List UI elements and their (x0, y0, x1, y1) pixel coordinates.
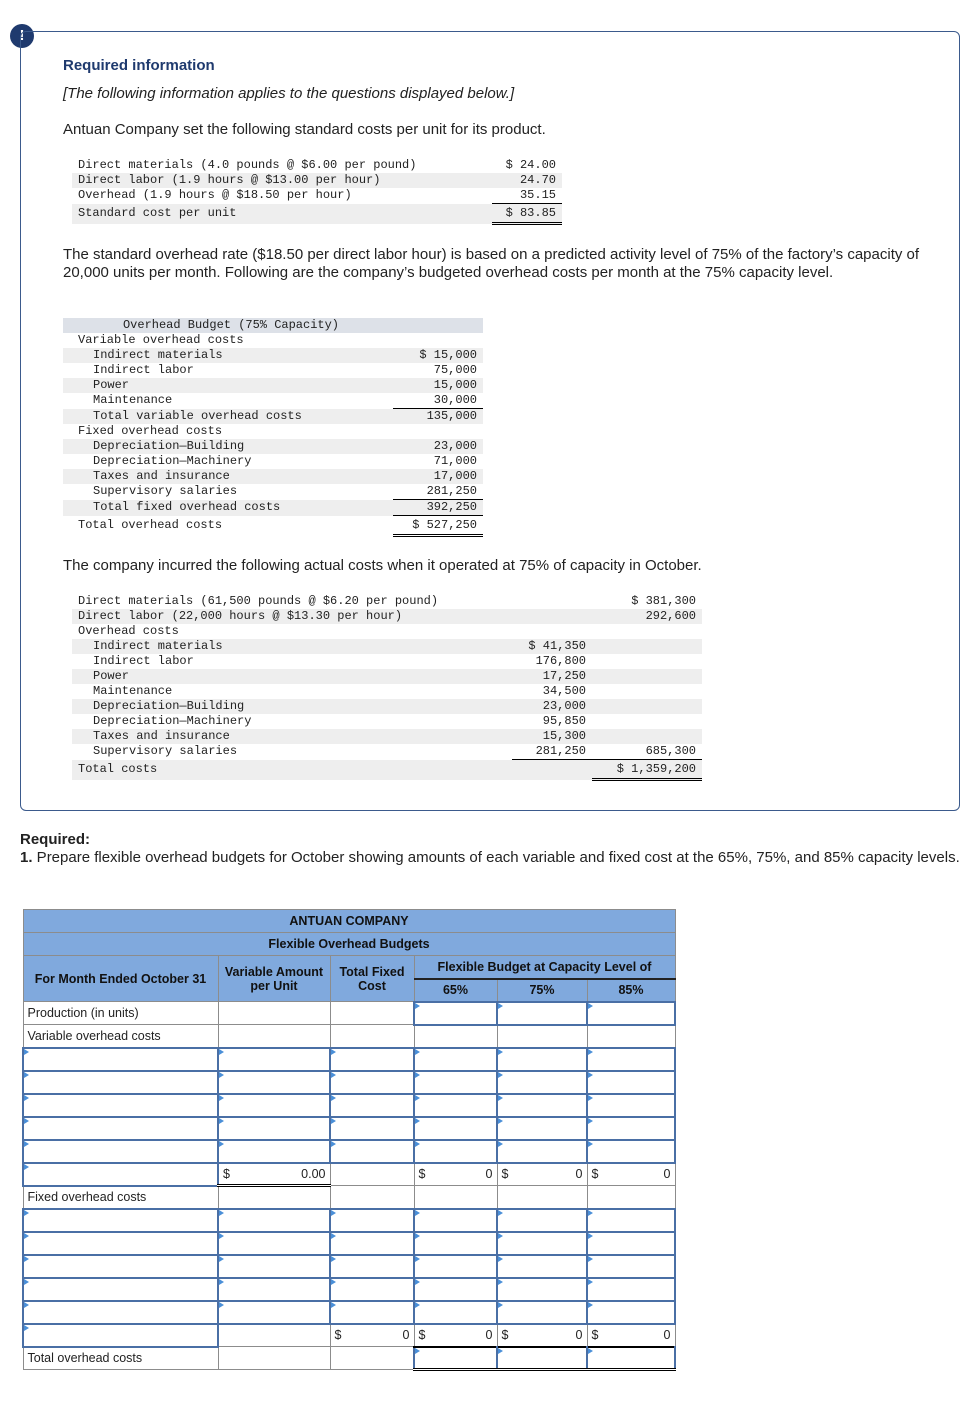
fixed-65-input[interactable] (414, 1232, 497, 1255)
fixed-rate-input[interactable] (218, 1255, 330, 1278)
variable-per-unit-header: Variable Amount per Unit (218, 956, 330, 1002)
fixed-total-cost: $ 0 (330, 1324, 414, 1347)
production-65-input[interactable] (414, 1002, 497, 1025)
fixed-85-input[interactable] (587, 1301, 675, 1324)
fixed-cost-input[interactable] (330, 1232, 414, 1255)
variable-section-label: Variable overhead costs (23, 1025, 218, 1048)
variable-item-input[interactable] (23, 1094, 218, 1117)
fixed-75-input[interactable] (497, 1278, 587, 1301)
intro-text: Antuan Company set the following standard costs per unit for its product. (63, 121, 546, 138)
total-overhead-65-input[interactable] (414, 1347, 497, 1370)
variable-65-input[interactable] (414, 1071, 497, 1094)
fixed-65-input[interactable] (414, 1255, 497, 1278)
fixed-rate-input[interactable] (218, 1301, 330, 1324)
fixed-75-input[interactable] (497, 1301, 587, 1324)
actual-intro: The company incurred the following actual costs when it operated at 75% of capacity in October. (63, 557, 702, 574)
actual-costs-table: Direct materials (61,500 pounds @ $6.20 per pound) $ 381,300 Direct labor (22,000 hours @ $13.30 per hour) 292,600 Overhead costs Indirect materials $ 41,350 Indirect labor 176,800 Power 17,250 Maintenance 34,500 Depreciation—Building 23,000 Depreciation—Machinery 95,850 Taxes and insurance 15,300 Supervisory salaries 281,250 685,300 Total costs $ 1,359,200 (72, 594, 702, 781)
fixed-85-input[interactable] (587, 1255, 675, 1278)
variable-85-input[interactable] (587, 1094, 675, 1117)
capacity-group-header: Flexible Budget at Capacity Level of (414, 956, 675, 979)
fixed-65-input[interactable] (414, 1209, 497, 1232)
production-75-input[interactable] (497, 1002, 587, 1025)
variable-rate-input[interactable] (218, 1094, 330, 1117)
fixed-rate-input[interactable] (218, 1278, 330, 1301)
variable-85-input[interactable] (587, 1071, 675, 1094)
info-note: [The following information applies to the questions displayed below.] (63, 85, 515, 102)
variable-75-input[interactable] (497, 1140, 587, 1163)
company-name: ANTUAN COMPANY (23, 910, 675, 933)
variable-rate-input[interactable] (218, 1071, 330, 1094)
variable-fixed-input[interactable] (330, 1071, 414, 1094)
fixed-75-input[interactable] (497, 1232, 587, 1255)
variable-75-input[interactable] (497, 1094, 587, 1117)
production-label: Production (in units) (23, 1002, 218, 1025)
variable-total-75: $ 0 (497, 1163, 587, 1186)
required-title: Required: (20, 831, 91, 848)
variable-85-input[interactable] (587, 1048, 675, 1071)
variable-65-input[interactable] (414, 1117, 497, 1140)
variable-total-label-input[interactable] (23, 1163, 218, 1186)
fixed-cost-input[interactable] (330, 1278, 414, 1301)
fixed-cost-input[interactable] (330, 1255, 414, 1278)
fixed-85-input[interactable] (587, 1209, 675, 1232)
fixed-65-input[interactable] (414, 1301, 497, 1324)
alert-icon: ! (10, 24, 34, 48)
fixed-cost-input[interactable] (330, 1301, 414, 1324)
variable-item-input[interactable] (23, 1048, 218, 1071)
variable-65-input[interactable] (414, 1140, 497, 1163)
variable-85-input[interactable] (587, 1140, 675, 1163)
fixed-item-input[interactable] (23, 1232, 218, 1255)
overhead-budget-table: Overhead Budget (75% Capacity) Variable overhead costs Indirect materials $ 15,000 Indirect labor 75,000 Power 15,000 Maintenance 30,000 Total variable overhead costs 135,000 Fixed overhead costs Depreciation—Building 23,000 Depreciation—Machinery 71,000 Taxes and insurance 17,000 Supervisory salaries 281,250 Total fixed overhead costs 392,250 Total overhead costs $ 527,250 (63, 318, 483, 537)
fixed-total-65: $ 0 (414, 1324, 497, 1347)
variable-item-input[interactable] (23, 1140, 218, 1163)
variable-item-input[interactable] (23, 1117, 218, 1140)
variable-rate-input[interactable] (218, 1048, 330, 1071)
fixed-item-input[interactable] (23, 1301, 218, 1324)
production-85-input[interactable] (587, 1002, 675, 1025)
variable-fixed-input[interactable] (330, 1048, 414, 1071)
fixed-item-input[interactable] (23, 1278, 218, 1301)
fixed-rate-input[interactable] (218, 1232, 330, 1255)
standard-cost-table: Direct materials (4.0 pounds @ $6.00 per pound) $ 24.00 Direct labor (1.9 hours @ $13.00 per hour) 24.70 Overhead (1.9 hours @ $18.50 per hour) 35.15 Standard cost per unit $ 83.85 (72, 158, 562, 225)
variable-total-85: $ 0 (587, 1163, 675, 1186)
period-header: For Month Ended October 31 (23, 956, 218, 1002)
fixed-item-input[interactable] (23, 1255, 218, 1278)
variable-fixed-input[interactable] (330, 1094, 414, 1117)
variable-rate-input[interactable] (218, 1117, 330, 1140)
variable-75-input[interactable] (497, 1048, 587, 1071)
variable-fixed-input[interactable] (330, 1117, 414, 1140)
fixed-total-85: $ 0 (587, 1324, 675, 1347)
variable-total-per-unit: $ 0.00 (218, 1163, 330, 1186)
variable-75-input[interactable] (497, 1071, 587, 1094)
fixed-75-input[interactable] (497, 1209, 587, 1232)
level-85-header: 85% (587, 979, 675, 1002)
total-overhead-75-input[interactable] (497, 1347, 587, 1370)
total-overhead-85-input[interactable] (587, 1347, 675, 1370)
fixed-rate-input[interactable] (218, 1209, 330, 1232)
flexible-budget-table (22, 909, 676, 1371)
variable-fixed-input[interactable] (330, 1140, 414, 1163)
variable-65-input[interactable] (414, 1048, 497, 1071)
fixed-85-input[interactable] (587, 1278, 675, 1301)
fixed-65-input[interactable] (414, 1278, 497, 1301)
table-title: Flexible Overhead Budgets (23, 933, 675, 956)
fixed-total-75: $ 0 (497, 1324, 587, 1347)
variable-total-65: $ 0 (414, 1163, 497, 1186)
fixed-75-input[interactable] (497, 1255, 587, 1278)
fixed-85-input[interactable] (587, 1232, 675, 1255)
variable-75-input[interactable] (497, 1117, 587, 1140)
required-text: 1. Prepare flexible overhead budgets for October showing amounts of each variable and fixed cost at the 65%, 75%, and 85% capacity levels. (20, 849, 960, 866)
fixed-section-label: Fixed overhead costs (23, 1186, 218, 1209)
total-overhead-label: Total overhead costs (23, 1347, 218, 1370)
variable-85-input[interactable] (587, 1117, 675, 1140)
variable-item-input[interactable] (23, 1071, 218, 1094)
level-65-header: 65% (414, 979, 497, 1002)
variable-65-input[interactable] (414, 1094, 497, 1117)
total-fixed-header: Total Fixed Cost (330, 956, 414, 1002)
rate-paragraph: The standard overhead rate ($18.50 per direct labor hour) is based on a predicted activity level of 75% of the factory’s capacity of 20,000 units per month. Following are the company’s budgeted overhead costs per month at the 75% capacity level. (63, 246, 920, 281)
fixed-cost-input[interactable] (330, 1209, 414, 1232)
fixed-total-label-input[interactable] (23, 1324, 218, 1347)
variable-rate-input[interactable] (218, 1140, 330, 1163)
info-title: Required information (63, 57, 215, 74)
level-75-header: 75% (497, 979, 587, 1002)
fixed-item-input[interactable] (23, 1209, 218, 1232)
